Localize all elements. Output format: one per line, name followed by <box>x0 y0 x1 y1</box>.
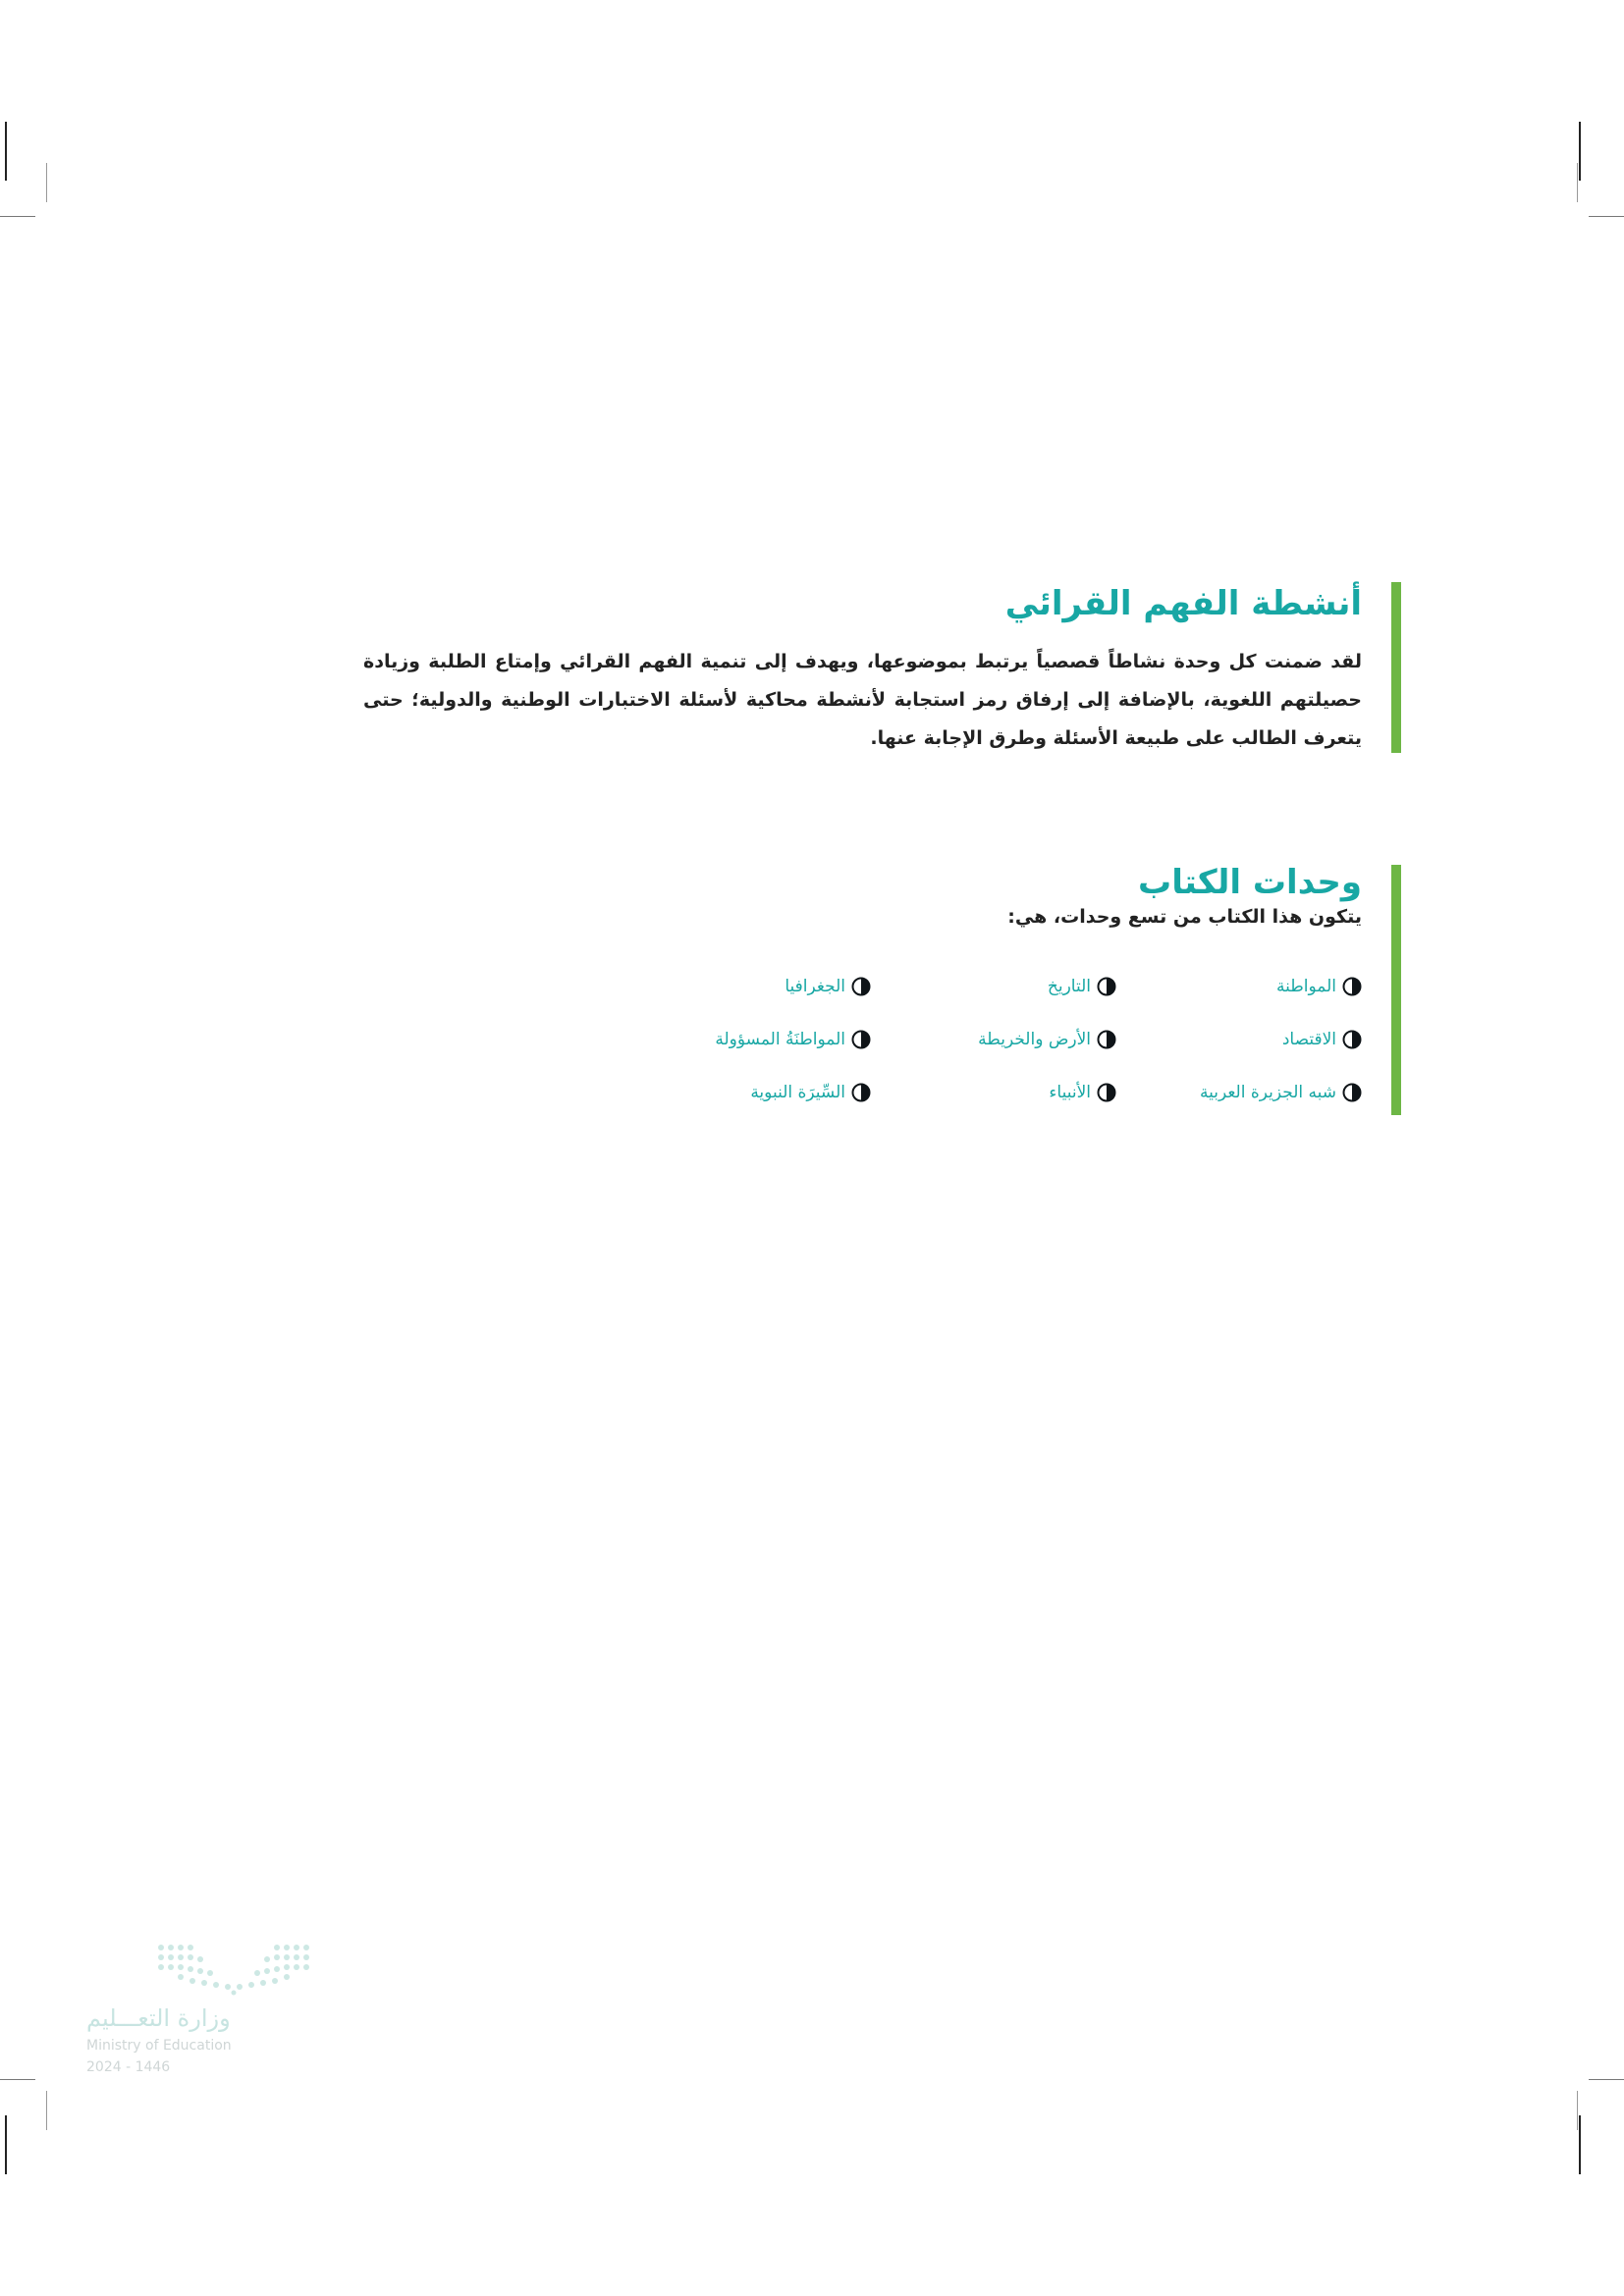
unit-label: المواطنَةُ المسؤولة <box>715 1029 845 1049</box>
edition-year: 2024 - 1446 <box>86 2059 171 2075</box>
half-circle-bullet-icon <box>851 977 871 996</box>
reading-comprehension-text: لقد ضمنت كل وحدة نشاطاً قصصياً يرتبط بموضوعها، ويهدف إلى تنمية الفهم القرائي وإمتاع الطلبة وزيادة حصيلتهم اللغوية، بالإضافة إلى إرفاق رمز استجابة لأنشطة محاكية لأسئلة الاختبارات الوطنية والدولية؛ حتى يتعرف الطالب على طبيعة الأسئلة وطرق الإجابة عنها. <box>363 651 1362 749</box>
unit-label: الاقتصاد <box>1281 1029 1336 1049</box>
unit-label: الأنبياء <box>1049 1082 1091 1102</box>
unit-item <box>871 1079 1116 1105</box>
crop-mark-bottom-left-2 <box>46 2091 47 2130</box>
unit-item <box>871 1026 1116 1052</box>
unit-item <box>1116 1079 1362 1105</box>
unit-item <box>675 1026 871 1052</box>
unit-item <box>675 973 871 999</box>
unit-label: الأرض والخريطة <box>978 1029 1091 1049</box>
crop-mark-bottom-left <box>5 2115 7 2174</box>
book-units-title: وحدات الكتاب <box>1138 863 1362 902</box>
half-circle-bullet-icon <box>1342 1030 1362 1049</box>
crop-mark-bottom-left-h <box>0 2079 35 2080</box>
reading-comprehension-title: أنشطة الفهم القرائي <box>1004 584 1362 623</box>
unit-label: المواطنة <box>1275 976 1336 996</box>
ministry-logo-dots-icon <box>155 1942 312 1997</box>
crop-mark-top-left-2 <box>46 163 47 202</box>
half-circle-bullet-icon <box>1342 977 1362 996</box>
crop-mark-top-left <box>5 122 7 181</box>
unit-item <box>1116 973 1362 999</box>
unit-item <box>1116 1026 1362 1052</box>
ministry-name-english: Ministry of Education <box>86 2038 232 2054</box>
crop-mark-top-right-2 <box>1577 163 1578 202</box>
unit-label: السِّيرَة النبوية <box>750 1082 845 1102</box>
half-circle-bullet-icon <box>1097 977 1116 996</box>
half-circle-bullet-icon <box>1097 1030 1116 1049</box>
half-circle-bullet-icon <box>1097 1083 1116 1102</box>
crop-mark-top-left-h <box>0 216 35 217</box>
units-list <box>675 973 1362 1105</box>
crop-mark-top-right-h <box>1589 216 1624 217</box>
unit-label: شبه الجزيرة العربية <box>1199 1082 1336 1102</box>
unit-label: الجغرافيا <box>785 976 845 996</box>
half-circle-bullet-icon <box>1342 1083 1362 1102</box>
ministry-logo <box>86 1942 312 2079</box>
unit-item <box>675 1079 871 1105</box>
book-units-intro: يتكون هذا الكتاب من تسع وحدات، هي: <box>1007 906 1362 928</box>
crop-mark-bottom-right <box>1579 2115 1581 2174</box>
half-circle-bullet-icon <box>851 1083 871 1102</box>
unit-item <box>871 973 1116 999</box>
reading-comprehension-section <box>363 582 1401 753</box>
crop-mark-top-right <box>1579 122 1581 181</box>
crop-mark-bottom-right-2 <box>1577 2091 1578 2130</box>
ministry-name-arabic: وزارة التعـــليم <box>86 2004 231 2032</box>
unit-label: التاريخ <box>1047 976 1091 996</box>
half-circle-bullet-icon <box>851 1030 871 1049</box>
book-units-section <box>363 865 1401 1115</box>
crop-mark-bottom-right-h <box>1589 2079 1624 2080</box>
